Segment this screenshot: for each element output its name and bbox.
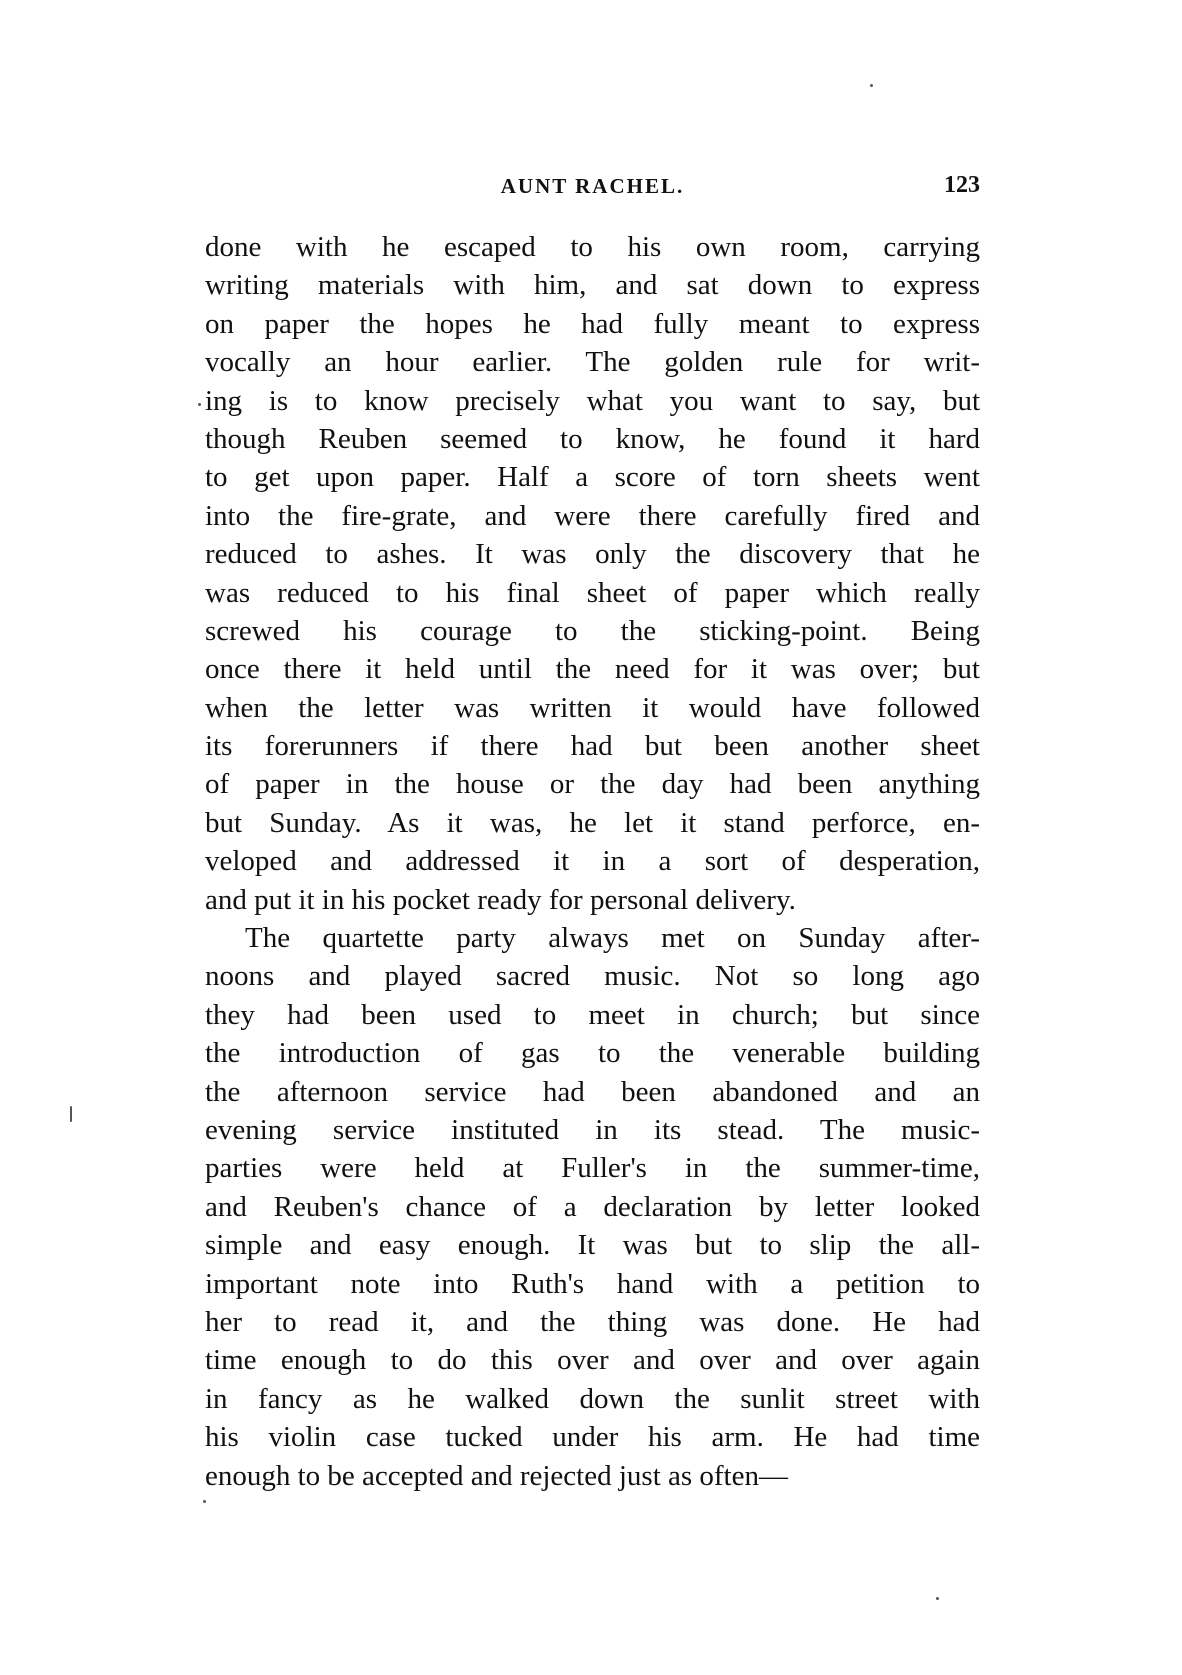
text-line: once there it held until the need for it was over; but (205, 653, 980, 686)
text-line: the afternoon service had been abandoned and an (205, 1075, 980, 1108)
text-line: the introduction of gas to the venerable building (205, 1037, 980, 1070)
running-head (205, 170, 980, 206)
text-line: her to read it, and the thing was done. He had (205, 1305, 980, 1338)
text-line: evening service instituted in its stead. The music- (205, 1113, 980, 1146)
text-line: in fancy as he walked down the sunlit street with (205, 1382, 980, 1415)
text-line: writing materials with him, and sat down to express (205, 269, 980, 302)
text-line: screwed his courage to the sticking-point. Being (205, 614, 980, 647)
scan-speck (870, 84, 873, 87)
text-line: but Sunday. As it was, he let it stand perforce, en- (205, 806, 980, 839)
text-line: when the letter was written it would have followed (205, 691, 980, 724)
text-line: done with he escaped to his own room, carrying (205, 231, 980, 263)
text-line: important note into Ruth's hand with a petition to (205, 1267, 980, 1300)
text-line: time enough to do this over and over and over again (205, 1344, 980, 1377)
text-line: they had been used to meet in church; but since (205, 998, 980, 1031)
text-line: enough to be accepted and rejected just as often— (205, 1459, 788, 1492)
running-title: AUNT RACHEL. (500, 174, 685, 198)
page-number: 123 (944, 172, 980, 198)
text-line: reduced to ashes. It was only the discovery that he (205, 538, 980, 571)
scan-speck (70, 1106, 72, 1122)
text-line: ing is to know precisely what you want to say, but (205, 384, 980, 417)
text-line: The quartette party always met on Sunday after- (245, 922, 980, 955)
text-line: its forerunners if there had but been another sheet (205, 730, 980, 763)
text-line: vocally an hour earlier. The golden rule for writ- (205, 346, 980, 379)
text-line: his violin case tucked under his arm. He had time (205, 1421, 980, 1454)
text-line: and Reuben's chance of a declaration by letter looked (205, 1190, 980, 1223)
text-line: into the fire-grate, and were there carefully fired and (205, 499, 980, 532)
body-text (205, 228, 980, 1495)
text-line: parties were held at Fuller's in the summer-time, (205, 1152, 980, 1185)
text-line: veloped and addressed it in a sort of desperation, (205, 845, 980, 878)
text-line: on paper the hopes he had fully meant to express (205, 307, 980, 340)
text-line: noons and played sacred music. Not so long ago (205, 960, 980, 993)
text-line: though Reuben seemed to know, he found it hard (205, 422, 980, 455)
text-line: and put it in his pocket ready for personal delivery. (205, 883, 796, 916)
text-line: to get upon paper. Half a score of torn sheets went (205, 461, 980, 494)
scan-speck (203, 1500, 206, 1503)
text-line: was reduced to his final sheet of paper which really (205, 576, 980, 609)
text-line: of paper in the house or the day had been anything (205, 768, 980, 801)
scan-speck (936, 1597, 939, 1600)
scan-speck (198, 403, 201, 406)
text-line: simple and easy enough. It was but to slip the all- (205, 1229, 980, 1262)
